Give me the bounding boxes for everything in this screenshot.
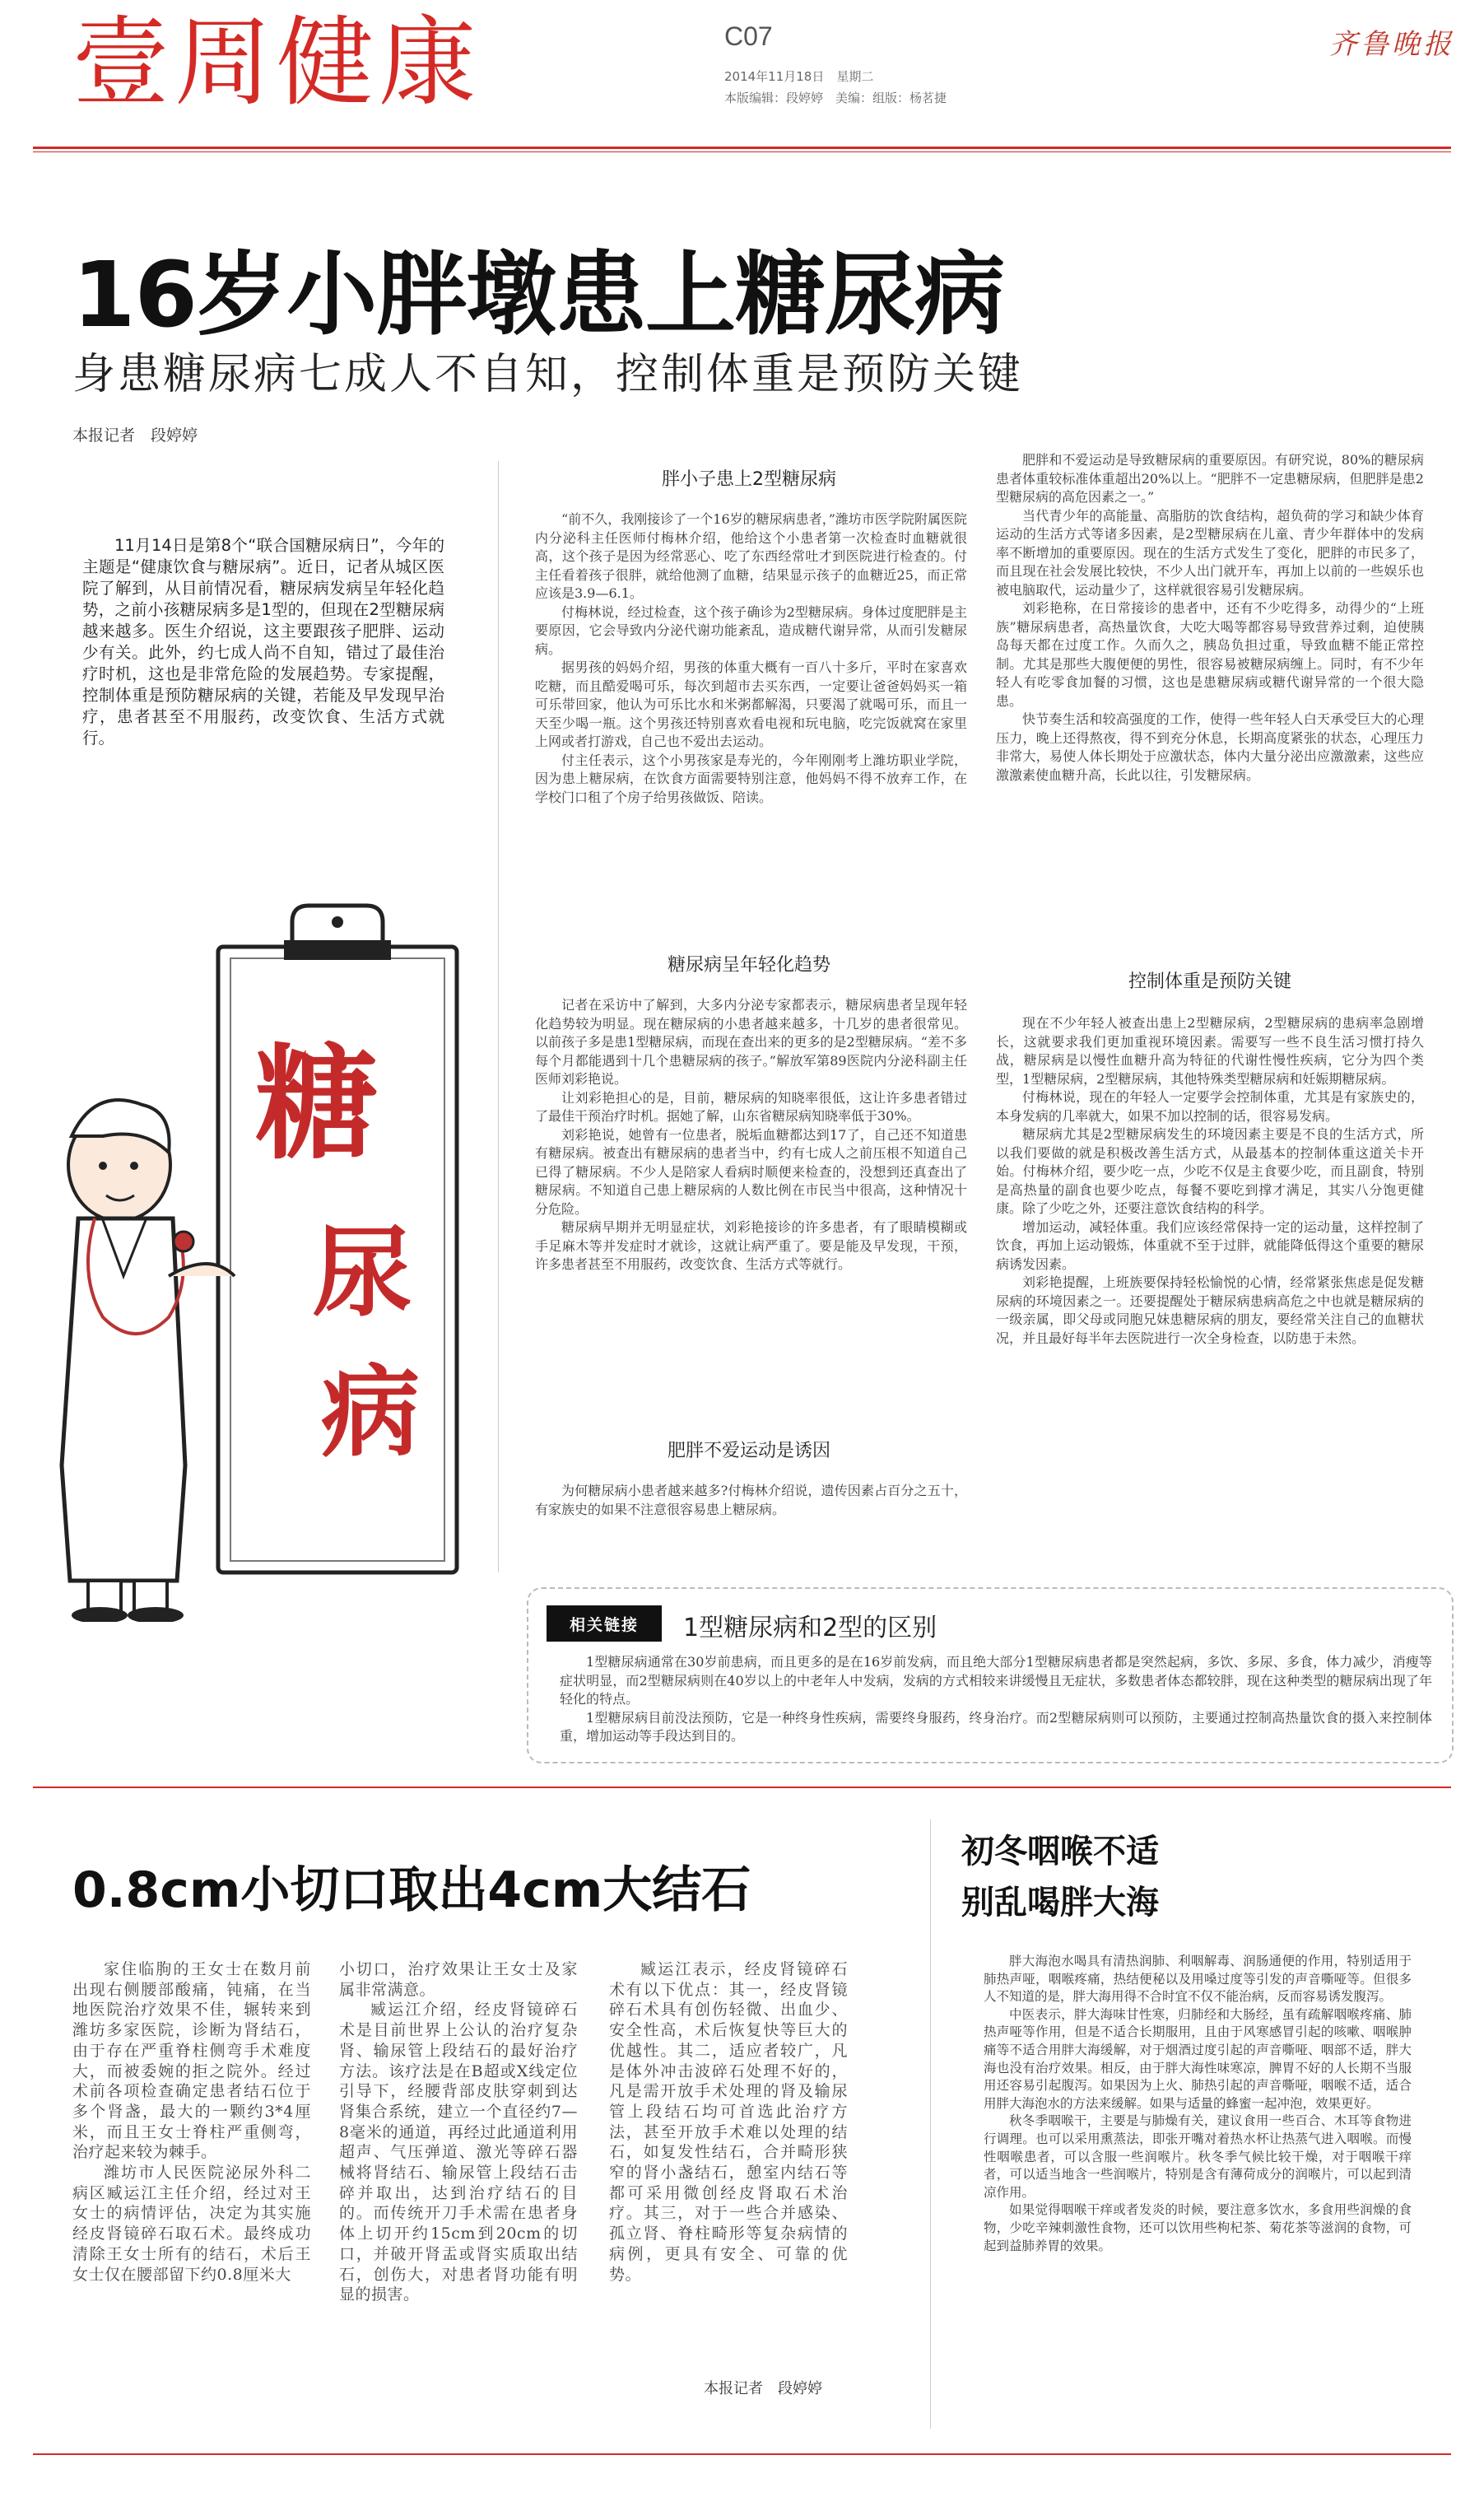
paragraph: 付梅林说，经过检查，这个孩子确诊为2型糖尿病。身体过度肥胖是主要原因，它会导致内分泌代谢功能紊乱，造成糖代谢异常，从而引发糖尿病。 [535, 603, 967, 657]
paragraph: 臧运江表示，经皮肾镜碎石术有以下优点：其一，经皮肾镜碎石术具有创伤轻微、出血少、安全性高，术后恢复快等巨大的优越性。其二，适应者较广，凡是体外冲击波碎石处理不好的，凡是需开放手术处理的肾及输尿管上段结石均可首选此治疗方法，甚至开放手术难以处理的结石，如复发性结石，合并畸形狭窄的肾小盏结石，憩室内结石等都可采用微创经皮肾取石术治疗。其三，对于一些合并感染、孤立肾、脊柱畸形等复杂病情的病例，更具有安全、可靠的优势。 [609, 1960, 848, 2284]
section-title-5: 控制体重是预防关键 [1128, 971, 1291, 992]
page-code: C07 [724, 21, 773, 51]
paragraph: 中医表示，胖大海味甘性寒，归肺经和大肠经，虽有疏解咽喉疼痛、肺热声哑等作用，但是不适合长期服用，且由于风寒感冒引起的咳嗽、咽喉肿痛等不适合用胖大海缓解，对于烟酒过度引起的声音嘶哑、咽部不适，胖大海也没有治疗效果。相反，由于胖大海性味寒凉，脾胃不好的人长期不当服用还容易引起腹泻。如果因为上火、肺热引起的声音嘶哑，咽喉不适，适合用胖大海泡水的方法来缓解。如果与适量的蜂蜜一起冲泡，效果更好。 [984, 2006, 1412, 2111]
diabetes-illustration [45, 889, 481, 1622]
paragraph: 据男孩的妈妈介绍，男孩的体重大概有一百八十多斤，平时在家喜欢吃糖，而且酷爱喝可乐，每次到超市去买东西，一定要让爸爸妈妈买一箱可乐带回家，他认为可乐比水和米粥都解渴，只要渴了就喝可乐，而且一天至少喝一瓶。这个男孩还特别喜欢看电视和玩电脑，吃完饭就窝在家里上网或者打游戏，自己也不爱出去运动。 [535, 659, 967, 749]
article2-column-1 [72, 1959, 311, 2285]
main-subheadline: 身患糖尿病七成人不自知，控制体重是预防关键 [72, 350, 1024, 399]
paragraph: 付主任表示，这个小男孩家是寿光的，今年刚刚考上潍坊职业学院，因为患上糖尿病，在饮食方面需要特别注意，他妈妈不得不放弃工作，在学校门口租了个房子给男孩做饭、陪读。 [535, 752, 967, 805]
throat-headline-line-2: 别乱喝胖大海 [961, 1884, 1159, 1922]
doctor-with-clipboard-icon [45, 889, 481, 1622]
footer-rule [33, 2453, 1451, 2455]
article-column-2a [535, 510, 967, 807]
section-divider [33, 1787, 1451, 1788]
masthead-rule [33, 147, 1451, 149]
article2-byline: 本报记者 段婷婷 [704, 2380, 822, 2397]
paragraph: 1型糖尿病通常在30岁前患病，而且更多的是在16岁前发病，而且绝大部分1型糖尿病患者都是突然起病，多饮、多尿、多食，体力减少，消瘦等症状明显，而2型糖尿病则在40岁以上的中老年人中发病，发病的方式相较来讲缓慢且无症状，多数患者体态都较胖，现在这种类型的糖尿病出现了年轻化的特点。 [560, 1654, 1432, 1707]
paragraph: 记者在采访中了解到，大多内分泌专家都表示，糖尿病患者呈现年轻化趋势较为明显。现在糖尿病的小患者越来越多，十几岁的患者很常见。以前孩子多是患1型糖尿病，而现在查出来的更多的是2型糖尿病。“差不多每个月都能遇到十几个患糖尿病的孩子。”解放军第89医院内分泌科副主任医师刘彩艳说。 [535, 997, 967, 1087]
kidney-stone-headline: 0.8cm小切口取出4cm大结石 [72, 1861, 751, 1919]
paragraph: 潍坊市人民医院泌尿外科二病区臧运江主任介绍，经过对王女士的病情评估，决定为其实施经皮肾镜碎石取石术。最终成功清除王女士所有的结石，术后王女士仅在腰部留下约0.8厘米大 [72, 2164, 311, 2284]
article2-column-3 [609, 1959, 848, 2285]
paragraph: 让刘彩艳担心的是，目前，糖尿病的知晓率很低，这让许多患者错过了最佳干预治疗时机。据她了解，山东省糖尿病知晓率低于30%。 [535, 1089, 967, 1124]
article-column-2b [535, 996, 967, 1274]
main-headline: 16岁小胖墩患上糖尿病 [72, 242, 1005, 347]
paragraph: 刘彩艳提醒，上班族要保持轻松愉悦的心情，经常紧张焦虑是促发糖尿病的环境因素之一。还要提醒处于糖尿病患病高危之中也就是糖尿病的一级亲属，即父母或同胞兄妹患糖尿病的朋友，要经常关注自己的血糖状况，并且最好每半年去医院进行一次全身检查，以防患于未然。 [996, 1274, 1424, 1346]
throat-headline [961, 1826, 1159, 1928]
paragraph: 臧运江介绍，经皮肾镜碎石术是目前世界上公认的治疗复杂肾、输尿管上段结石的最好治疗方法。该疗法是在B超或X线定位引导下，经腰背部皮肤穿刺到达肾集合系统，建立一个直径约7—8毫米的通道，再经过此通道利用超声、气压弹道、激光等碎石器械将肾结石、输尿管上段结石击碎并取出，达到治疗结石的目的。而传统开刀手术需在患者身体上切开约15cm到20cm的切口，并破开肾盂或肾实质取出结石，创伤大，对患者肾功能有明显的损害。 [339, 2001, 578, 2304]
newspaper-logo: 齐鲁晚报 [1329, 28, 1454, 61]
paragraph: 秋冬季咽喉干，主要是与肺燥有关，建议食用一些百合、木耳等食物进行调理。也可以采用熏蒸法，即张开嘴对着热水杯让热蒸气进入咽喉。而慢性咽喉患者，可以含服一些润喉片。秋冬季气候比较干燥，对于咽喉干痒者，可以适当地含一些润喉片，特别是含有薄荷成分的润喉片，可以起到清凉作用。 [984, 2113, 1412, 2200]
section-masthead-title: 壹周健康 [72, 6, 481, 119]
paragraph: 刘彩艳说，她曾有一位患者，脱垢血糖都达到17了，自己还不知道患有糖尿病。被查出有糖尿病的患者当中，约有七成人之前压根不知道自己已得了糖尿病。不少人是陪家人看病时顺便来检查的，没想到还真查出了糖尿病。不知道自己患上糖尿病的人数比例在市民当中很高，这种情况十分危险。 [535, 1126, 967, 1217]
paragraph: 增加运动，减轻体重。我们应该经常保持一定的运动量，这样控制了饮食，再加上运动锻炼，体重就不至于过胖，就能降低得这个重要的糖尿病诱发因素。 [996, 1218, 1424, 1272]
editor-credits: 本版编辑：段婷婷 美编：组版：杨茗捷 [724, 91, 947, 105]
lead-paragraph [82, 535, 444, 749]
paragraph: 当代青少年的高能量、高脂肪的饮食结构，超负荷的学习和缺少体育运动的生活方式等诸多因素，是2型糖尿病在儿童、青少年群体中的发病率不断增加的重要原因。现在的生活方式发生了变化，肥胖的市民多了，而且现在社会发展比较快，不少人出门就开车，再加上以前的一些娱乐也被电脑取代，运动量少了，这样就很容易引发糖尿病。 [996, 507, 1424, 598]
section-title-1: 胖小子患上2型糖尿病 [662, 469, 836, 490]
article2-column-2 [339, 1959, 578, 2305]
article-column-2c [535, 1482, 967, 1519]
related-link-tag: 相关链接 [547, 1605, 662, 1642]
paragraph: “前不久，我刚接诊了一个16岁的糖尿病患者，”潍坊市医学院附属医院内分泌科主任医师付梅林介绍，他给这个小患者第一次检查时血糖就很高，这个孩子是因为经常恶心、吃了东西经常吐才到医院进行检查的。付主任看着孩子很胖，就给他测了血糖，结果显示孩子的血糖近25，而正常应该是3.9—6.1。 [535, 511, 967, 601]
column-divider [930, 1819, 931, 2429]
illustration-char-1: 糖 [255, 1032, 379, 1176]
article-byline: 本报记者 段婷婷 [72, 426, 198, 445]
paragraph: 刘彩艳称，在日常接诊的患者中，还有不少吃得多，动得少的“上班族”糖尿病患者，高热量饮食，大吃大喝等都容易导致营养过剩，迫使胰岛每天都在过度工作。久而久之，胰岛负担过重，导致血糖不能正常控制。尤其是那些大腹便便的男性，很容易被糖尿病缠上。同时，有不少年轻人有吃零食加餐的习惯，这也是患糖尿病或糖代谢异常的一个很大隐患。 [996, 600, 1424, 709]
related-link-text [560, 1653, 1432, 1746]
paragraph: 胖大海泡水喝具有清热润肺、利咽解毒、润肠通便的作用，特别适用于肺热声哑，咽喉疼痛，热结便秘以及用嗓过度等引发的声音嘶哑等。但很多人不知道的是，胖大海用得不合时宜不仅不能治病，反而容易诱发腹泻。 [984, 1954, 1412, 2005]
paragraph: 小切口，治疗效果让王女士及家属非常满意。 [339, 1960, 578, 1999]
article3-column [984, 1953, 1412, 2255]
column-divider [498, 461, 499, 1572]
throat-headline-line-1: 初冬咽喉不适 [961, 1833, 1159, 1870]
article-column-3a [996, 451, 1424, 785]
paragraph: 快节奏生活和较高强度的工作，使得一些年轻人白天承受巨大的心理压力，晚上还得熬夜，得不到充分休息，长期高度紧张的状态，心理压力非常大，易使人体长期处于应激状态，体内大量分泌出应激激素，这些应激激素使血糖升高，长此以往，引发糖尿病。 [996, 711, 1424, 783]
masthead-rule-thin [33, 151, 1451, 152]
paragraph: 肥胖和不爱运动是导致糖尿病的重要原因。有研究说，80%的糖尿病患者体重较标准体重超出20%以上。“肥胖不一定患糖尿病，但肥胖是患2型糖尿病的高危因素之一。” [996, 452, 1424, 505]
paragraph: 家住临朐的王女士在数月前出现右侧腰部酸痛，钝痛，在当地医院治疗效果不佳，辗转来到潍坊多家医院，诊断为肾结石，由于存在严重脊柱侧弯手术难度大，而被委婉的拒之院外。经过术前各项检查确定患者结石位于多个肾盏，最大的一颗约3*4厘米，而且王女士脊柱严重侧弯，治疗起来较为棘手。 [72, 1960, 311, 2162]
article-column-3b [996, 1014, 1424, 1348]
paragraph: 1型糖尿病目前没法预防，它是一种终身性疾病，需要终身服药，终身治疗。而2型糖尿病则可以预防，主要通过控制高热量饮食的摄入来控制体重，增加运动等手段达到目的。 [560, 1709, 1432, 1744]
paragraph: 现在不少年轻人被查出患上2型糖尿病，2型糖尿病的患病率急剧增长，这就要求我们更加重视环境因素。需要写一些不良生活习惯打持久战，糖尿病是以慢性血糖升高为特征的代谢性慢性疾病，它分为四个类型，1型糖尿病，2型糖尿病，其他特殊类型糖尿病和妊娠期糖尿病。 [996, 1015, 1424, 1087]
paragraph: 糖尿病尤其是2型糖尿病发生的环境因素主要是不良的生活方式，所以我们要做的就是积极改善生活方式，从最基本的控制体重这道关卡开始。付梅林介绍，要少吃一点，少吃不仅是主食要少吃，而且副食，特别是高热量的副食也要少吃点，每餐不要吃到撑才满足，其实八分饱更健康。除了少吃之外，还要注意饮食结构的科学。 [996, 1126, 1424, 1216]
illustration-char-3: 病 [321, 1354, 420, 1470]
paragraph: 付梅林说，现在的年轻人一定要学会控制体重，尤其是有家族史的，本身发病的几率就大，如果不加以控制的话，很容易发病。 [996, 1089, 1424, 1124]
section-title-2: 糖尿病呈年轻化趋势 [667, 955, 830, 976]
paragraph: 如果觉得咽喉干痒或者发炎的时候，要注意多饮水，多食用些润燥的食物，少吃辛辣刺激性食物，还可以饮用些枸杞茶、菊花茶等滋润的食物，可起到益肺养胃的效果。 [984, 2202, 1412, 2253]
illustration-char-2: 尿 [313, 1214, 412, 1330]
lead-text: 11月14日是第8个“联合国糖尿病日”，今年的主题是“健康饮食与糖尿病”。近日，记者从城区医院了解到，从目前情况看，糖尿病发病呈年轻化趋势，之前小孩糖尿病多是1型的，但现在2型糖尿病越来越多。医生介绍说，这主要跟孩子肥胖、运动少有关。此外，约七成人尚不自知，错过了最佳治疗时机，这也是非常危险的发展趋势。专家提醒，控制体重是预防糖尿病的关键，若能及早发现早治疗，患者甚至不用服药，改变饮食、生活方式就行。 [82, 536, 444, 748]
section-title-3: 肥胖不爱运动是诱因 [667, 1441, 830, 1461]
issue-date: 2014年11月18日 星期二 [724, 69, 874, 84]
paragraph: 为何糖尿病小患者越来越多?付梅林介绍说，遗传因素占百分之五十，有家族史的如果不注意很容易患上糖尿病。 [535, 1483, 967, 1517]
paragraph: 糖尿病早期并无明显症状，刘彩艳接诊的许多患者，有了眼睛模糊或手足麻木等并发症时才就诊，这就让病严重了。要是能及早发现，干预，许多患者甚至不用服药，改变饮食、生活方式等就行。 [535, 1219, 967, 1272]
related-link-title: 1型糖尿病和2型的区别 [683, 1614, 937, 1642]
